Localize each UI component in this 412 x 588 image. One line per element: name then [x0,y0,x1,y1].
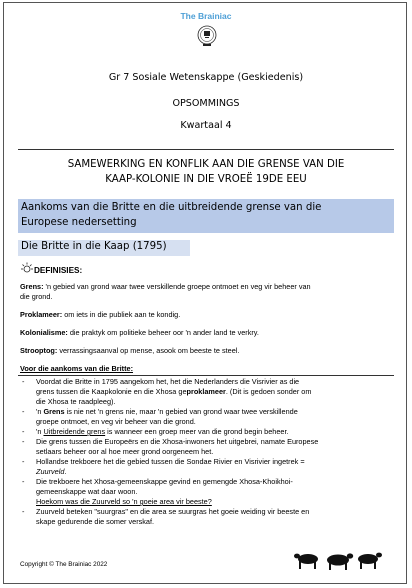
sun-icon [20,261,34,275]
definition-grens [20,282,392,302]
definitions-title: DEFINISIES: [34,266,83,275]
list-item-text-part: is nie net 'n grens nie, maar 'n gebied van grond waar twee verskillende [64,407,298,416]
definition-grens-text: 'n gebied van grond waar twee verskillende groepe ontmoet en veg vir beheer van [43,282,311,291]
list-item-text: Die grens tussen die Europeërs en die Xhosa-inwoners het uitgebrei, namate Europese [36,437,319,446]
cattle-silhouette-icon [294,547,384,571]
section-divider [18,375,394,376]
term-strooptog: Strooptog: [20,346,58,355]
list-item-text-part: 'n [36,407,44,416]
subheading-bar [18,240,190,256]
list-item: - Hollandse trekboere het die gebied tussen die Sondae Rivier en Visrivier ingetrek = Zuurveld. [20,457,392,477]
list-item-text [36,467,392,477]
section-heading-line-2: Europese nedersetting [21,217,137,228]
list-item-text: Die trekboere het Xhosa-gemeenskappe gevind en gemengde Xhosa-Khoikhoi- [36,477,293,486]
list-item-text: setlaars beheer oor al hoe meer grond oorgeneem het. [36,447,214,456]
term-label: Kwartaal 4 [180,120,232,131]
topic-title-line-1: SAMEWERKING EN KONFLIK AAN DIE GRENSE VAN DIE [67,159,345,170]
list-item: - 'n Grens is nie net 'n grens nie, maar 'n gebied van grond waar twee verskillende groepe ontmoet, en veg vir beheer van die grond. [20,407,392,427]
list-item-text: groepe ontmoet, en veg vir beheer van die grond. [36,417,196,426]
list-item-text: Voordat die Britte in 1795 aangekom het, het die Nederlanders die Visrivier as die [36,377,300,386]
zuurveld-term: Zuurveld [36,467,65,476]
list-item-text-part: grens tussen die Kaapkolonie en die Xhosa ge [36,387,187,396]
list-item-text: Hollandse trekboere het die gebied tussen die Sondae Rivier en Visrivier ingetrek = [36,457,305,466]
question-text: Hoekom was die Zuurveld so 'n goeie area vir beeste? [36,497,212,506]
list-item-text: gemeenskappe wat daar woon. [36,487,138,496]
definition-proklameer [20,310,392,320]
term-grens: Grens: [20,282,44,291]
section-heading [18,199,394,233]
copyright-text: Copyright © The Brainiac 2022 [20,561,108,568]
term-proklameer: Proklameer: [20,310,63,319]
worksheet-page [3,2,407,584]
list-item: - 'n Uitbreidende grens is wanneer een groep meer van die grond begin beheer. [20,427,392,437]
list-item: - Voordat die Britte in 1795 aangekom het, het die Nederlanders die Visrivier as die grens tussen die Kaapkolonie en die Xhosa geproklameer. (Dit is gedoen sonder om die Xhosa te raadpleeg). [20,377,392,407]
definition-proklameer-text: om iets in die publiek aan te kondig. [62,310,181,319]
term-grens-inline: Grens [43,407,65,416]
subheading-text: Die Britte in die Kaap (1795) [21,241,167,252]
before-arrival-list [20,377,392,527]
definition-kolonialisme-text: die praktyk om politieke beheer oor 'n ander land te verkry. [67,328,259,337]
summary-label: OPSOMMINGS [172,98,240,109]
question-item [20,497,392,507]
list-item-text [36,387,392,397]
definition-kolonialisme [20,328,392,338]
list-item: - Zuurveld beteken "suurgras" en die area se suurgras het goeie weiding vir beeste en skape gedurende die somer verskaf. [20,507,392,527]
list-item-text: die Xhosa te raadpleeg). [36,397,116,406]
list-item: - Die grens tussen die Europeërs en die Xhosa-inwoners het uitgebrei, namate Europese setlaars beheer oor al hoe meer grond oorgeneem het. [20,437,392,457]
top-divider [18,149,394,150]
brainiac-education-seal-icon [197,25,217,47]
term-proklameer-inline: proklameer [186,387,226,396]
before-arrival-title: Voor die aankoms van die Britte: [20,364,133,373]
list-item-text [36,407,392,417]
list-item-text-part: . (Dit is gedoen sonder om [225,387,312,396]
list-item-text-part: is wanneer een groep meer van die grond begin beheer. [105,427,289,436]
definition-grens-text-2: die grond. [20,292,53,301]
topic-title-line-2: KAAP-KOLONIE IN DIE VROEË 19DE EEU [105,174,307,185]
section-heading-line-1: Aankoms van die Britte en die uitbreidende grense van die [21,202,322,213]
grade-subject-line: Gr 7 Sosiale Wetenskappe (Geskiedenis) [108,72,304,83]
term-expanding-frontier: Uitbreidende grens [43,427,106,436]
list-item-text: Zuurveld beteken "suurgras" en die area se suurgras het goeie weiding vir beeste en [36,507,310,516]
brand-name: The Brainiac [180,11,232,21]
list-item: - Die trekboere het Xhosa-gemeenskappe gevind en gemengde Xhosa-Khoikhoi- gemeenskappe wat daar woon. [20,477,392,497]
definition-strooptog-text: verrassingsaanval op mense, asook om beeste te steel. [57,346,240,355]
list-item-text [36,427,392,437]
term-kolonialisme: Kolonialisme: [20,328,68,337]
list-item-text-part: . [64,467,67,476]
list-item-text-part: 'n [36,427,44,436]
list-item-text: skape gedurende die somer verskaf. [36,517,155,526]
definition-strooptog [20,346,392,356]
